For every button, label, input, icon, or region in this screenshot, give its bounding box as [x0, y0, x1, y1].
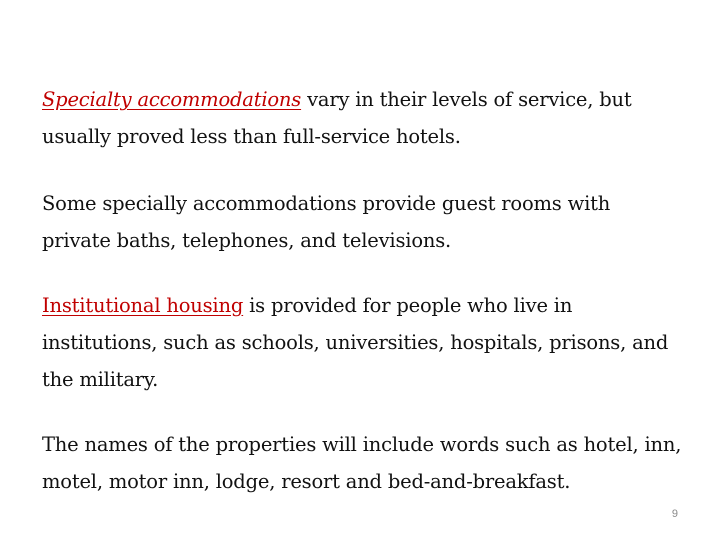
term-institutional-housing: Institutional housing	[42, 294, 244, 317]
paragraph-text: vary in their levels of service, but usually proved less than full-service hotels.	[42, 88, 632, 148]
paragraph-text: is provided for people who live in institutions, such as schools, universities, hospitals, prisons, and the military.	[42, 294, 669, 391]
paragraph-institutional-housing	[42, 287, 682, 398]
term-specialty-accommodations: Specialty accommodations	[42, 88, 302, 111]
paragraph-text: The names of the properties will include words such as hotel, inn, motel, motor inn, lodge, resort and bed-and-breakfast.	[42, 433, 682, 493]
slide-number: 9	[671, 508, 678, 520]
paragraph-property-names	[42, 426, 682, 500]
paragraph-text: Some specially accommodations provide guest rooms with private baths, telephones, and televisions.	[42, 192, 611, 252]
paragraph-specially-accommodations	[42, 185, 682, 259]
paragraph-specialty-accommodations	[42, 81, 682, 155]
